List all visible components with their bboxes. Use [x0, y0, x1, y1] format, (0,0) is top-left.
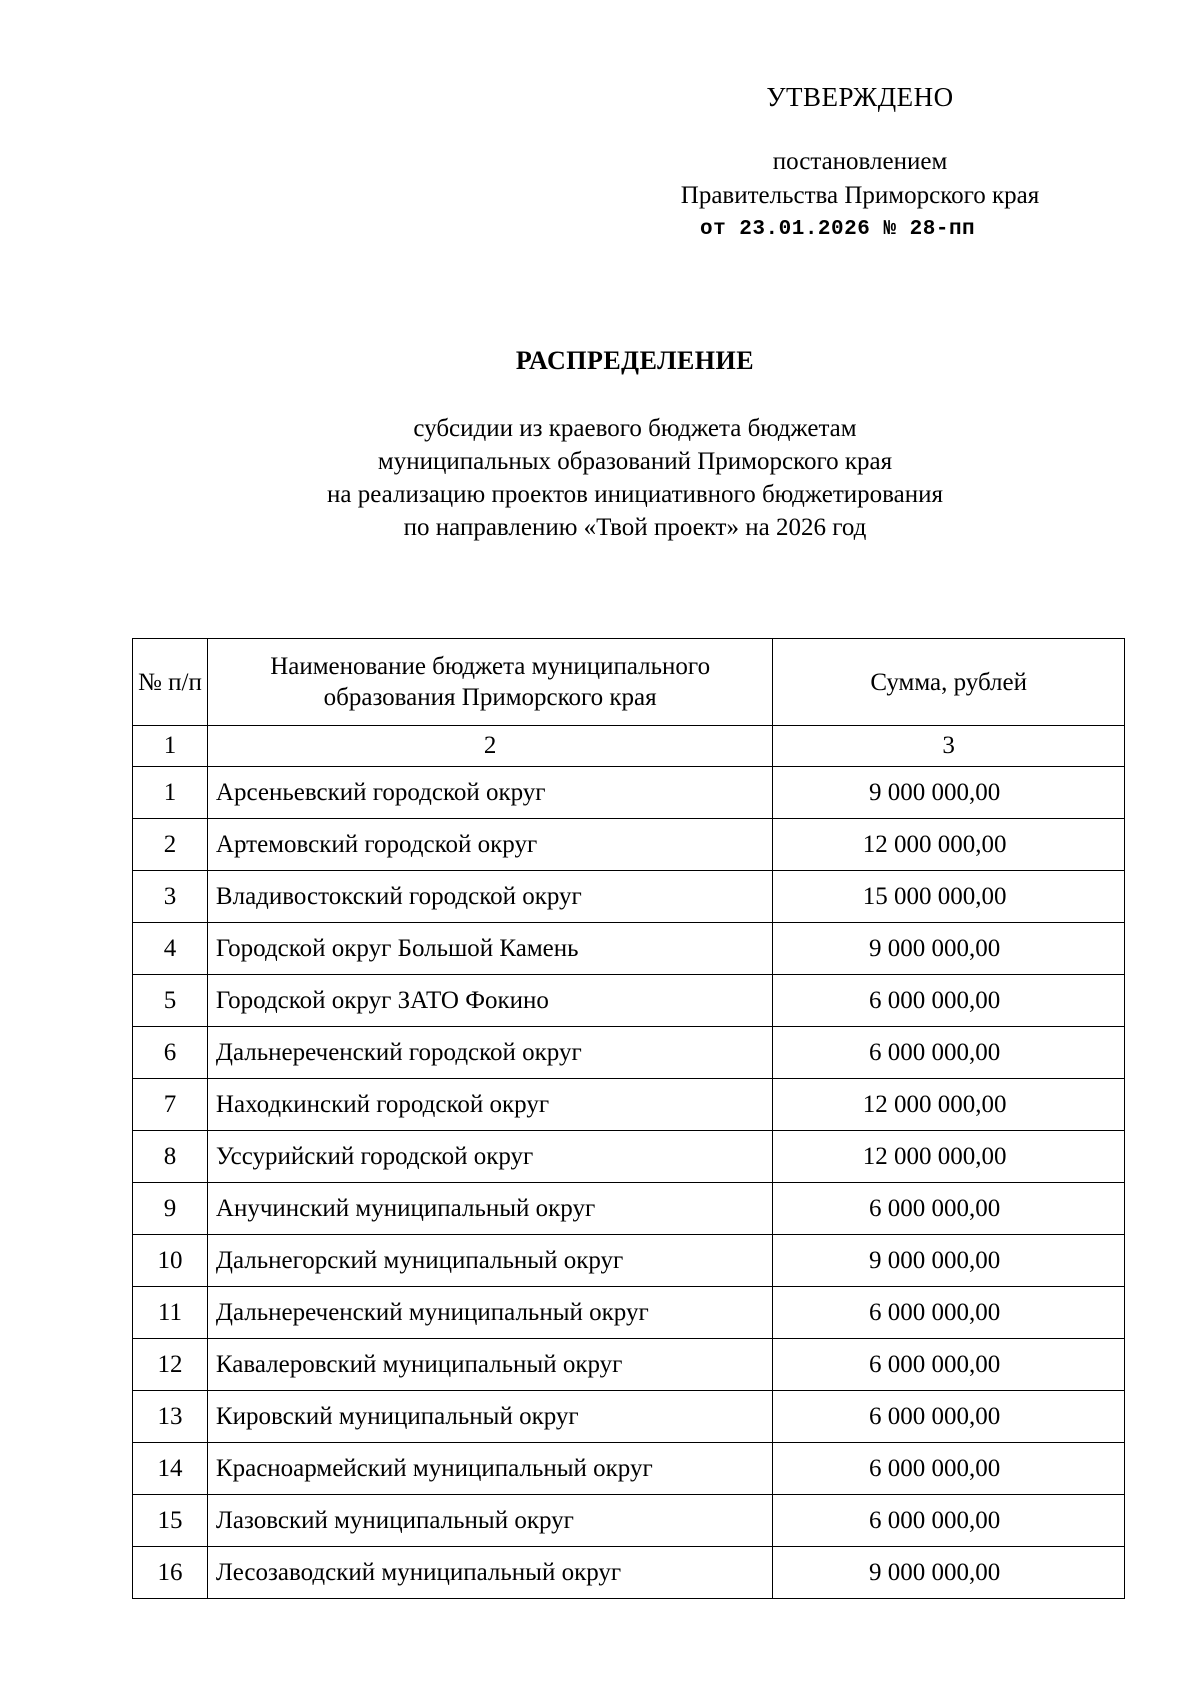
row-sum: 12 000 000,00 [773, 1131, 1125, 1183]
document-title: РАСПРЕДЕЛЕНИЕ [515, 346, 755, 375]
row-sum: 6 000 000,00 [773, 1339, 1125, 1391]
row-number: 9 [133, 1183, 208, 1235]
row-name: Кавалеровский муниципальный округ [207, 1339, 772, 1391]
subtitle-line: муниципальных образований Приморского края [377, 448, 893, 475]
row-sum: 9 000 000,00 [773, 1547, 1125, 1599]
header-num: № п/п [133, 639, 208, 726]
row-name: Находкинский городской округ [207, 1079, 772, 1131]
row-name: Кировский муниципальный округ [207, 1391, 772, 1443]
row-number: 7 [133, 1079, 208, 1131]
table-row [133, 1339, 1125, 1391]
row-sum: 6 000 000,00 [773, 1495, 1125, 1547]
row-number: 12 [133, 1339, 208, 1391]
table-row [133, 767, 1125, 819]
subtitle-line: на реализацию проектов инициативного бюджетирования [327, 481, 943, 508]
row-sum: 9 000 000,00 [773, 923, 1125, 975]
approval-by: постановлением [772, 148, 948, 175]
row-number: 8 [133, 1131, 208, 1183]
table-row [133, 1027, 1125, 1079]
approval-government: Правительства Приморского края [680, 182, 1040, 209]
row-sum: 9 000 000,00 [773, 1235, 1125, 1287]
row-sum: 6 000 000,00 [773, 1391, 1125, 1443]
row-number: 14 [133, 1443, 208, 1495]
subtitle-line: по направлению «Твой проект» на 2026 год [403, 514, 867, 541]
row-name: Владивостокский городской округ [207, 871, 772, 923]
table-row [133, 1547, 1125, 1599]
table-row [133, 871, 1125, 923]
row-name: Дальнереченский муниципальный округ [207, 1287, 772, 1339]
row-name: Городской округ Большой Камень [207, 923, 772, 975]
row-sum: 6 000 000,00 [773, 1027, 1125, 1079]
row-name: Лесозаводский муниципальный округ [207, 1547, 772, 1599]
column-number: 1 [133, 726, 208, 767]
row-sum: 6 000 000,00 [773, 1287, 1125, 1339]
table-row [133, 1443, 1125, 1495]
row-number: 10 [133, 1235, 208, 1287]
header-name: Наименование бюджета муниципального образования Приморского края [207, 639, 772, 726]
row-sum: 6 000 000,00 [773, 1183, 1125, 1235]
row-number: 6 [133, 1027, 208, 1079]
row-sum: 6 000 000,00 [773, 1443, 1125, 1495]
table-row [133, 975, 1125, 1027]
table-row [133, 923, 1125, 975]
row-number: 3 [133, 871, 208, 923]
row-number: 2 [133, 819, 208, 871]
row-name: Арсеньевский городской округ [207, 767, 772, 819]
column-number: 2 [207, 726, 772, 767]
row-sum: 9 000 000,00 [773, 767, 1125, 819]
row-number: 5 [133, 975, 208, 1027]
row-sum: 12 000 000,00 [773, 819, 1125, 871]
table-body [133, 767, 1125, 1599]
row-name: Дальнегорский муниципальный округ [207, 1235, 772, 1287]
row-sum: 15 000 000,00 [773, 871, 1125, 923]
row-name: Лазовский муниципальный округ [207, 1495, 772, 1547]
distribution-table [132, 638, 1125, 1599]
row-name: Красноармейский муниципальный округ [207, 1443, 772, 1495]
row-number: 11 [133, 1287, 208, 1339]
approval-title: УТВЕРЖДЕНО [766, 82, 954, 112]
table-row [133, 1131, 1125, 1183]
row-number: 13 [133, 1391, 208, 1443]
column-number-row [133, 726, 1125, 767]
table-row [133, 1391, 1125, 1443]
header-sum: Сумма, рублей [773, 639, 1125, 726]
row-sum: 6 000 000,00 [773, 975, 1125, 1027]
row-name: Городской округ ЗАТО Фокино [207, 975, 772, 1027]
row-name: Дальнереченский городской округ [207, 1027, 772, 1079]
table-row [133, 1183, 1125, 1235]
approval-date-number: от 23.01.2026 № 28-пп [700, 218, 976, 241]
row-number: 1 [133, 767, 208, 819]
table-row [133, 1287, 1125, 1339]
table-row [133, 1235, 1125, 1287]
row-number: 16 [133, 1547, 208, 1599]
table-row [133, 819, 1125, 871]
table-row [133, 1495, 1125, 1547]
row-name: Артемовский городской округ [207, 819, 772, 871]
subtitle-line: субсидии из краевого бюджета бюджетам [413, 415, 857, 442]
row-name: Уссурийский городской округ [207, 1131, 772, 1183]
table-header-row [133, 639, 1125, 726]
row-number: 15 [133, 1495, 208, 1547]
column-number: 3 [773, 726, 1125, 767]
row-number: 4 [133, 923, 208, 975]
table-row [133, 1079, 1125, 1131]
document-subtitle [0, 412, 1200, 544]
row-name: Анучинский муниципальный округ [207, 1183, 772, 1235]
row-sum: 12 000 000,00 [773, 1079, 1125, 1131]
